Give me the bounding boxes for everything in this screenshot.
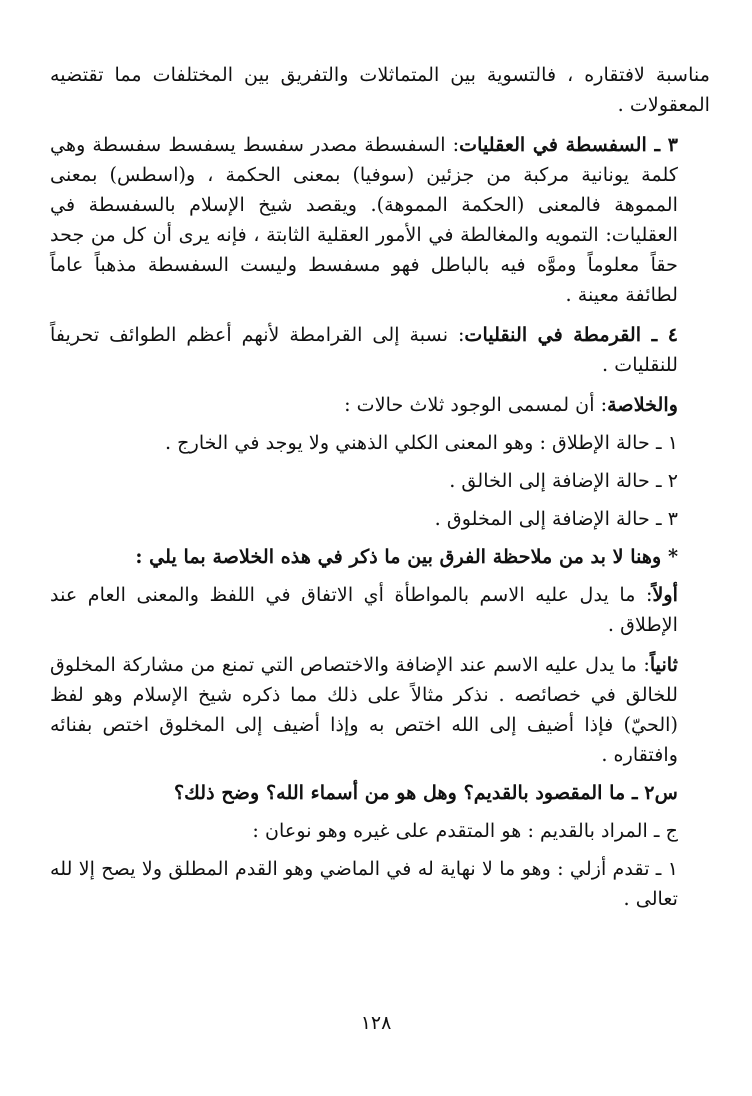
question-text: س٢ ـ ما المقصود بالقديم؟ وهل هو من أسماء الله؟ وضح ذلك؟ (173, 781, 678, 804)
answer (50, 816, 710, 846)
paragraph-second (50, 650, 710, 770)
paragraph-text: : ما يدل عليه الاسم بالمواطأة أي الاتفاق في اللفظ والمعنى العام عند الإطلاق . (50, 583, 678, 636)
page-body (50, 60, 710, 914)
paragraph-text: * وهنا لا بد من ملاحظة الفرق بين ما ذكر في هذه الخلاصة بما يلي : (135, 545, 678, 568)
list-item-text: ١ ـ حالة الإطلاق : وهو المعنى الكلي الذهني ولا يوجد في الخارج . (164, 431, 678, 454)
paragraph-text: : السفسطة مصدر سفسط يسفسط سفسطة وهي كلمة يونانية مركبة من جزئين (سوفيا) بمعنى الحكمة ، و(اسطس) بمعنى المموهة فالمعنى (الحكمة المموهة). ويقصد شيخ الإسلام بالسفسطة في العقليات: التمويه والمغالطة في الأمور العقلية الثابتة ، فإنه يرى أن كل من جحد حقاً معلوماً وموَّه فيه بالباطل فهو مسفسط وليست السفسطة مذهباً عاماً لطائفة معينة . (50, 133, 678, 306)
paragraph-text: : ما يدل عليه الاسم عند الإضافة والاختصاص التي تمنع من مشاركة المخلوق للخالق في خصائصه . نذكر مثالاً على ذلك مما ذكره شيخ الإسلام وهو لفظ (الحيّ) فإذا أضيف إلى الله اختص به وإذا أضيف إلى المخلوق اختص بفنائه وافتقاره . (50, 653, 678, 766)
question (50, 778, 710, 808)
paragraph-intro (50, 60, 710, 120)
section-heading: ثانياً (649, 653, 678, 676)
paragraph-text: : نسبة إلى القرامطة لأنهم أعظم الطوائف تحريفاً للنقليات . (50, 323, 678, 376)
section-heading: ٤ ـ القرمطة في النقليات (464, 323, 678, 346)
section-heading: ٣ ـ السفسطة في العقليات (459, 133, 679, 156)
paragraph-note (50, 542, 710, 572)
paragraph-sophistry (50, 130, 710, 310)
list-item (50, 428, 710, 458)
list-item-text: ١ ـ تقدم أزلي : وهو ما لا نهاية له في الماضي وهو القدم المطلق ولا يصح إلا لله تعالى . (50, 857, 678, 910)
paragraph-first (50, 580, 710, 640)
list-item-text: ٣ ـ حالة الإضافة إلى المخلوق . (434, 507, 678, 530)
answer-text: ج ـ المراد بالقديم : هو المتقدم على غيره وهو نوعان : (252, 819, 678, 842)
section-heading: والخلاصة (607, 393, 678, 416)
paragraph-text: : أن لمسمى الوجود ثلاث حالات : (344, 393, 608, 416)
list-item (50, 854, 710, 914)
list-item (50, 504, 710, 534)
page-number: ١٢٨ (360, 1012, 392, 1034)
paragraph-text: مناسبة لافتقاره ، فالتسوية بين المتماثلات والتفريق بين المختلفات مما تقتضيه المعقولات . (50, 63, 710, 116)
paragraph-summary (50, 390, 710, 420)
list-item-text: ٢ ـ حالة الإضافة إلى الخالق . (449, 469, 678, 492)
list-item (50, 466, 710, 496)
section-heading: أولاً (652, 583, 678, 606)
paragraph-qarmata (50, 320, 710, 380)
